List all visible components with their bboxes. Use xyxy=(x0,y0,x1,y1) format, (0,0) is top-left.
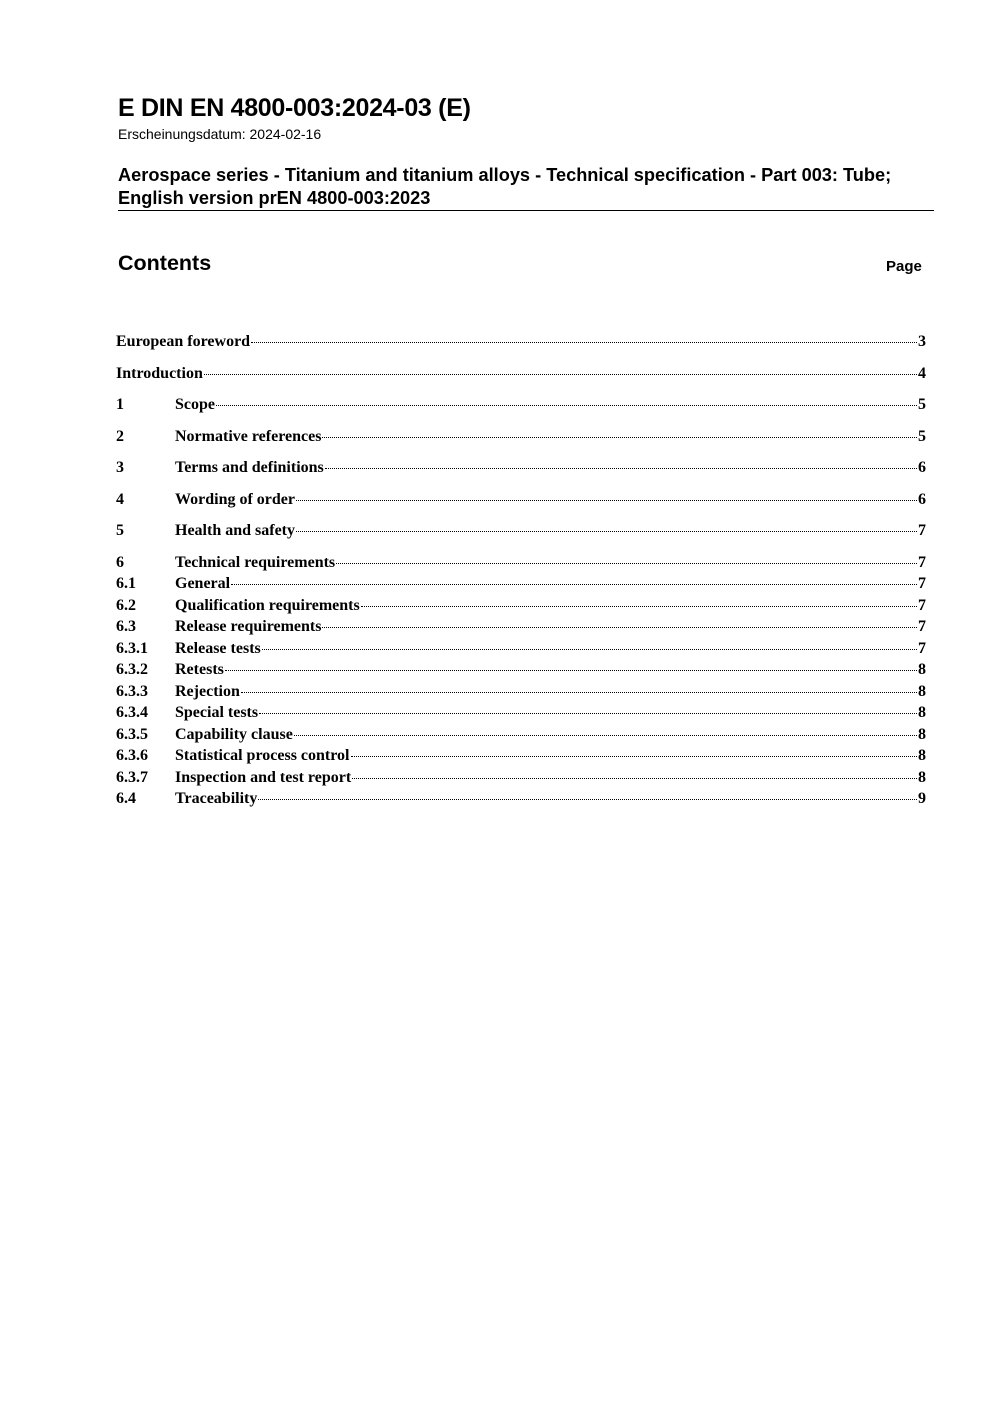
toc-dot-leader xyxy=(325,468,917,469)
toc-entry-title: Health and safety xyxy=(175,522,295,539)
toc-entry-page: 8 xyxy=(918,726,926,743)
toc-entry-page: 8 xyxy=(918,704,926,721)
toc-dot-leader xyxy=(231,584,917,585)
toc-entry-title: Traceability xyxy=(175,790,258,807)
toc-entry-title: Terms and definitions xyxy=(175,459,324,476)
toc-entry-title: Wording of order xyxy=(175,491,295,508)
toc-entry[interactable] xyxy=(116,683,926,703)
toc-entry[interactable] xyxy=(116,428,926,448)
toc-entry[interactable] xyxy=(116,769,926,789)
toc-entry-page: 6 xyxy=(918,491,926,508)
toc-entry[interactable] xyxy=(116,459,926,479)
toc-entry-title: Scope xyxy=(175,396,215,413)
toc-entry-number: 6.3.2 xyxy=(116,661,148,678)
toc-entry-title: Release tests xyxy=(175,640,261,657)
toc-entry-title: Normative references xyxy=(175,428,322,445)
toc-entry-page: 6 xyxy=(918,459,926,476)
page-column-label: Page xyxy=(886,258,922,275)
toc-dot-leader xyxy=(351,756,918,757)
toc-entry-number: 6.4 xyxy=(116,790,136,807)
toc-entry-number: 4 xyxy=(116,491,124,508)
toc-dot-leader xyxy=(322,627,917,628)
toc-entry[interactable] xyxy=(116,554,926,574)
toc-entry-page: 5 xyxy=(918,396,926,413)
toc-entry-page: 8 xyxy=(918,661,926,678)
toc-entry[interactable] xyxy=(116,396,926,416)
publication-date: Erscheinungsdatum: 2024-02-16 xyxy=(118,126,322,142)
toc-entry-number: 6.3.7 xyxy=(116,769,148,786)
toc-entry[interactable] xyxy=(116,491,926,511)
toc-entry-title: Special tests xyxy=(175,704,259,721)
toc-entry-page: 7 xyxy=(918,640,926,657)
toc-entry-number: 6.3.3 xyxy=(116,683,148,700)
toc-entry-number: 6.3.5 xyxy=(116,726,148,743)
toc-entry[interactable] xyxy=(116,790,926,810)
toc-entry-number: 6.3.4 xyxy=(116,704,148,721)
toc-entry[interactable] xyxy=(116,365,926,385)
toc-entry-number: 6.2 xyxy=(116,597,136,614)
toc-entry-title: Qualification requirements xyxy=(175,597,360,614)
toc-entry-page: 8 xyxy=(918,683,926,700)
toc-dot-leader xyxy=(296,531,917,532)
toc-dot-leader xyxy=(225,670,917,671)
document-title: Aerospace series - Titanium and titanium alloys - Technical specification - Part 003: Tube; English version prEN 4800-003:2023 xyxy=(118,165,892,208)
toc-entry-page: 7 xyxy=(918,597,926,614)
toc-entry-number: 6 xyxy=(116,554,124,571)
toc-entry-page: 7 xyxy=(918,554,926,571)
toc-dot-leader xyxy=(352,778,917,779)
toc-entry[interactable] xyxy=(116,661,926,681)
toc-entry-page: 3 xyxy=(918,333,926,350)
toc-entry-number: 1 xyxy=(116,396,124,413)
toc-entry[interactable] xyxy=(116,597,926,617)
toc-dot-leader xyxy=(204,374,917,375)
toc-entry[interactable] xyxy=(116,333,926,353)
toc-entry-title: Release requirements xyxy=(175,618,322,635)
toc-entry[interactable] xyxy=(116,704,926,724)
toc-entry-title: Technical requirements xyxy=(175,554,336,571)
toc-entry-page: 7 xyxy=(918,522,926,539)
toc-entry-number: 2 xyxy=(116,428,124,445)
toc-entry-page: 7 xyxy=(918,575,926,592)
toc-dot-leader xyxy=(258,799,917,800)
toc-entry-number: 6.3.1 xyxy=(116,640,148,657)
toc-entry-number: 6.1 xyxy=(116,575,136,592)
toc-entry-number: 3 xyxy=(116,459,124,476)
toc-dot-leader xyxy=(322,437,917,438)
toc-dot-leader xyxy=(361,606,917,607)
toc-entry-page: 9 xyxy=(918,790,926,807)
toc-entry-page: 5 xyxy=(918,428,926,445)
toc-entry-page: 8 xyxy=(918,747,926,764)
toc-entry-title: Inspection and test report xyxy=(175,769,352,786)
toc-dot-leader xyxy=(241,692,917,693)
toc-entry[interactable] xyxy=(116,522,926,542)
toc-entry-page: 8 xyxy=(918,769,926,786)
toc-entry-title: Statistical process control xyxy=(175,747,350,764)
toc-entry-title: Rejection xyxy=(175,683,240,700)
toc-entry[interactable] xyxy=(116,640,926,660)
contents-heading: Contents xyxy=(118,251,212,275)
toc-dot-leader xyxy=(259,713,917,714)
toc-entry-number: 6.3 xyxy=(116,618,136,635)
toc-entry[interactable] xyxy=(116,618,926,638)
toc-dot-leader xyxy=(296,500,917,501)
toc-dot-leader xyxy=(294,735,917,736)
toc-entry-title: General xyxy=(175,575,231,592)
toc-entry[interactable] xyxy=(116,726,926,746)
toc-entry[interactable] xyxy=(116,575,926,595)
toc-dot-leader xyxy=(216,405,917,406)
document-id: E DIN EN 4800-003:2024-03 (E) xyxy=(118,94,471,122)
title-divider xyxy=(118,210,934,211)
toc-entry-page: 7 xyxy=(918,618,926,635)
toc-dot-leader xyxy=(336,563,917,564)
toc-entry-page: 4 xyxy=(918,365,926,382)
toc-dot-leader xyxy=(251,342,917,343)
toc-entry-title: Introduction xyxy=(116,365,203,382)
toc-entry-title: Retests xyxy=(175,661,224,678)
toc-dot-leader xyxy=(262,649,917,650)
toc-entry-number: 5 xyxy=(116,522,124,539)
toc-entry-number: 6.3.6 xyxy=(116,747,148,764)
toc-entry-title: Capability clause xyxy=(175,726,293,743)
toc-entry[interactable] xyxy=(116,747,926,767)
toc-entry-title: European foreword xyxy=(116,333,251,350)
